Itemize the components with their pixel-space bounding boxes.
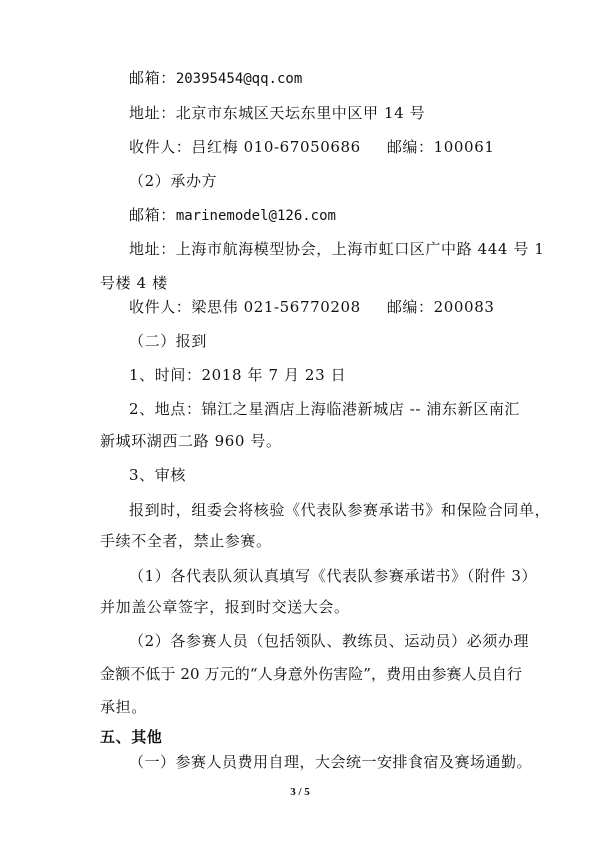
page-number: 3 / 5 bbox=[290, 786, 310, 798]
organizer-email: 20395454@qq.com bbox=[175, 71, 303, 87]
contractor-zip: 邮编：200083 bbox=[386, 298, 495, 316]
contractor-address-line2: 号楼 4 楼 bbox=[100, 274, 168, 292]
item2-line1: （2）各参赛人员（包括领队、教练员、运动员）必须办理 bbox=[129, 632, 530, 650]
item2-line2: 金额不低于 20 万元的“人身意外伤害险”，费用由参赛人员自行 bbox=[100, 665, 523, 683]
organizer-recipient-line bbox=[129, 137, 495, 157]
review-paragraph-line1: 报到时，组委会将核验《代表队参赛承诺书》和保险合同单， bbox=[129, 501, 551, 519]
registration-location-line1: 2、地点：锦江之星酒店上海临港新城店 -- 浦东新区南汇 bbox=[129, 400, 521, 418]
contractor-recipient-line bbox=[129, 297, 495, 317]
organizer-email-line bbox=[129, 68, 302, 89]
review-heading: 3、审核 bbox=[129, 466, 186, 484]
section-five-heading: 五、其他 bbox=[100, 728, 163, 746]
organizer-recipient: 收件人：吕红梅 010-67050686 bbox=[129, 138, 361, 156]
organizer-address: 地址：北京市东城区天坛东里中区甲 14 号 bbox=[129, 104, 426, 122]
item2-line3: 承担。 bbox=[100, 698, 147, 716]
item1-line2: 并加盖公章签字，报到时交送大会。 bbox=[100, 598, 350, 616]
organizer-zip: 邮编：100061 bbox=[386, 138, 495, 156]
email-label: 邮箱： bbox=[129, 206, 176, 224]
registration-location-line2: 新城环湖西二路 960 号。 bbox=[100, 432, 282, 450]
item1-line1: （1）各代表队须认真填写《代表队参赛承诺书》（附件 3） bbox=[129, 567, 538, 585]
contractor-email: marinemodel@126.com bbox=[175, 208, 336, 224]
section-five-item1: （一）参赛人员费用自理，大会统一安排食宿及赛场通勤。 bbox=[129, 753, 533, 771]
contractor-email-line bbox=[129, 205, 336, 226]
review-paragraph-line2: 手续不全者，禁止参赛。 bbox=[100, 532, 272, 550]
contractor-heading: （2）承办方 bbox=[129, 172, 218, 190]
contractor-recipient: 收件人：梁思伟 021-56770208 bbox=[129, 298, 361, 316]
registration-heading: （二）报到 bbox=[129, 332, 208, 350]
contractor-address-line1: 地址：上海市航海模型协会，上海市虹口区广中路 444 号 1 bbox=[129, 240, 545, 258]
email-label: 邮箱： bbox=[129, 69, 176, 87]
registration-time: 1、时间：2018 年 7 月 23 日 bbox=[129, 366, 347, 384]
